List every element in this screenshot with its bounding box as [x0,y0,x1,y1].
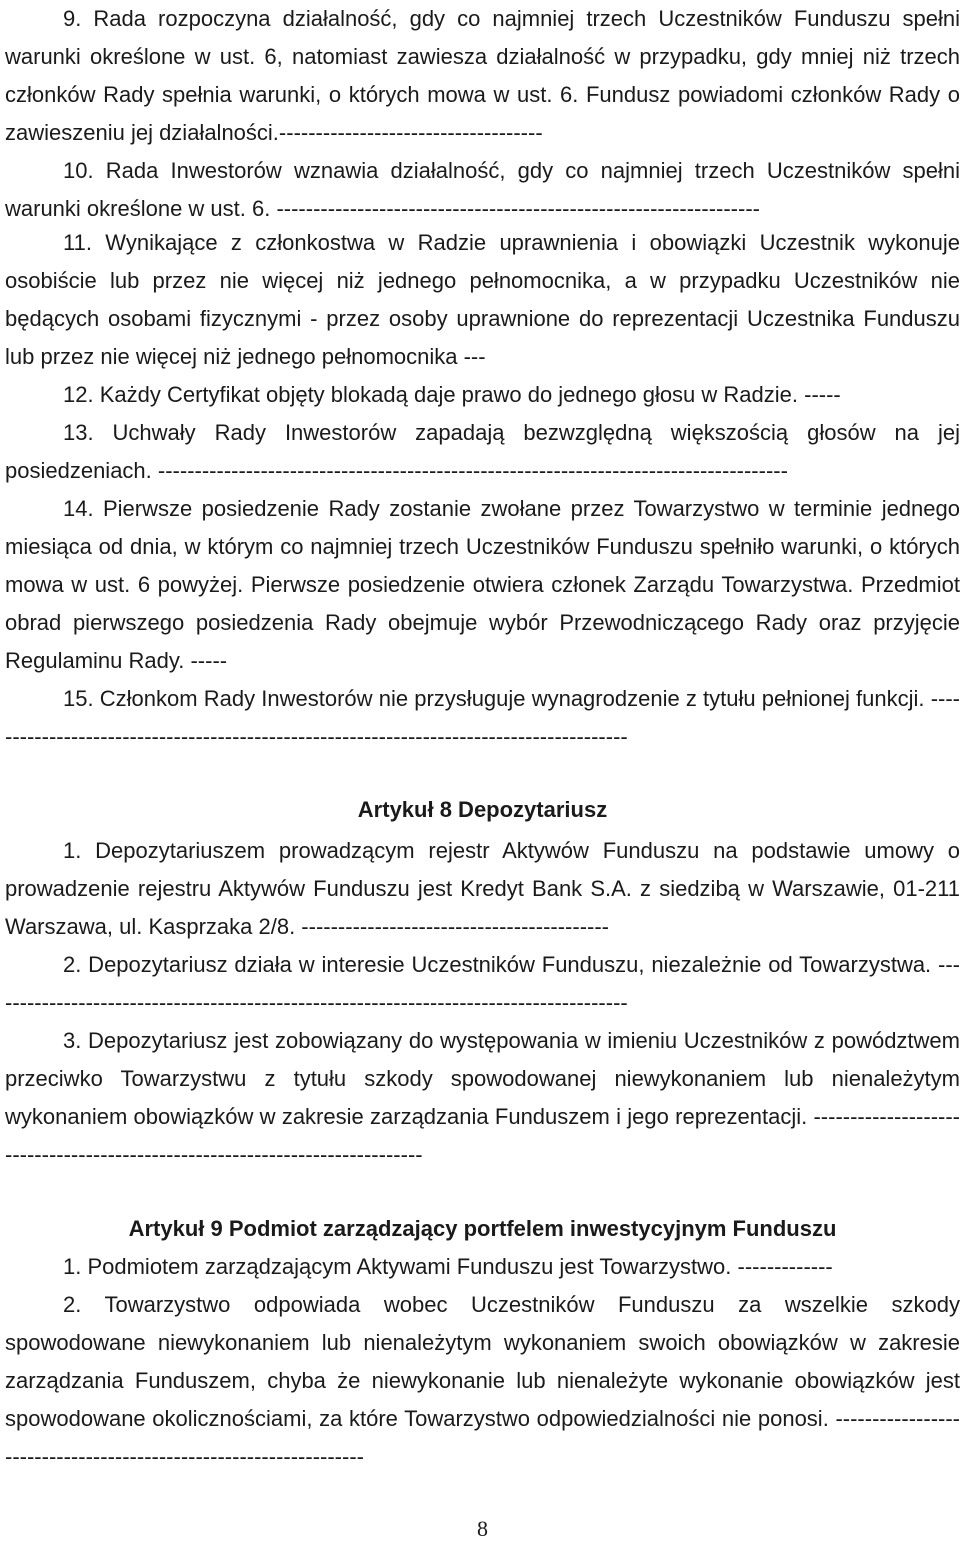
paragraph-10: 10. Rada Inwestorów wznawia działalność, gdy co najmniej trzech Uczestników spełni warunki określone w ust. 6. ------------------------------------------------------------------ [5,158,960,221]
paragraph-13: 13. Uchwały Rady Inwestorów zapadają bezwzględną większością głosów na jej posiedzeniach. -------------------------------------------------------------------------------------- [5,420,960,483]
article-9-paragraph-1: 1. Podmiotem zarządzającym Aktywami Funduszu jest Towarzystwo. ------------- [63,1254,833,1279]
article-8-heading: Artykuł 8 Depozytariusz [357,797,608,822]
paragraph-15: 15. Członkom Rady Inwestorów nie przysługuje wynagrodzenie z tytułu pełnionej funkcji. ----------------------------------------------------------------------------------------- [5,686,960,749]
article-8-paragraph-3: 3. Depozytariusz jest zobowiązany do występowania w imieniu Uczestników z powództwem przeciwko Towarzystwu z tytułu szkody spowodowanej niewykonaniem lub nienależytym wykonaniem obowiązków w zakresie zarządzania Funduszem i jego reprezentacji. ----------------------------------------------------------------------------- [5,1028,960,1167]
article-9-heading: Artykuł 9 Podmiot zarządzający portfelem inwestycyjnym Funduszu [128,1216,837,1241]
article-8-paragraph-1: 1. Depozytariuszem prowadzącym rejestr Aktywów Funduszu na podstawie umowy o prowadzenie rejestru Aktywów Funduszu jest Kredyt Bank S.A. z siedzibą w Warszawie, 01-211 Warszawa, ul. Kasprzaka 2/8. ------------------------------------------ [5,838,960,939]
article-8-paragraph-2: 2. Depozytariusz działa w interesie Uczestników Funduszu, niezależnie od Towarzystwa. ---------------------------------------------------------------------------------------- [5,952,960,1015]
paragraph-14: 14. Pierwsze posiedzenie Rady zostanie zwołane przez Towarzystwo w terminie jednego miesiąca od dnia, w którym co najmniej trzech Uczestników Funduszu spełniło warunki, o których mowa w ust. 6 powyżej. Pierwsze posiedzenie otwiera członek Zarządu Towarzystwa. Przedmiot obrad pierwszego posiedzenia Rady obejmuje wybór Przewodniczącego Rady oraz przyjęcie Regulaminu Rady. ----- [5,496,960,673]
paragraph-11: 11. Wynikające z członkostwa w Radzie uprawnienia i obowiązki Uczestnik wykonuje osobiście lub przez nie więcej niż jednego pełnomocnika, a w przypadku Uczestników nie będących osobami fizycznymi - przez osoby uprawnione do reprezentacji Uczestnika Funduszu lub przez nie więcej niż jednego pełnomocnika --- [5,230,960,369]
article-9-paragraph-2: 2. Towarzystwo odpowiada wobec Uczestników Funduszu za wszelkie szkody spowodowane niewykonaniem lub nienależytym wykonaniem swoich obowiązków w zakresie zarządzania Funduszem, chyba że niewykonanie lub nienależyte wykonanie obowiązków jest spowodowane okolicznościami, za które Towarzystwo odpowiedzialności nie ponosi. ------------------------------------------------------------------ [5,1292,960,1469]
page-number: 8 [477,1516,488,1541]
paragraph-12: 12. Każdy Certyfikat objęty blokadą daje prawo do jednego głosu w Radzie. ----- [63,382,841,407]
paragraph-9: 9. Rada rozpoczyna działalność, gdy co najmniej trzech Uczestników Funduszu spełni warunki określone w ust. 6, natomiast zawiesza działalność w przypadku, gdy mniej niż trzech członków Rady spełnia warunki, o których mowa w ust. 6. Fundusz powiadomi członków Rady o zawieszeniu jej działalności.------------------------------------ [5,6,960,145]
document-page [5,0,960,1543]
